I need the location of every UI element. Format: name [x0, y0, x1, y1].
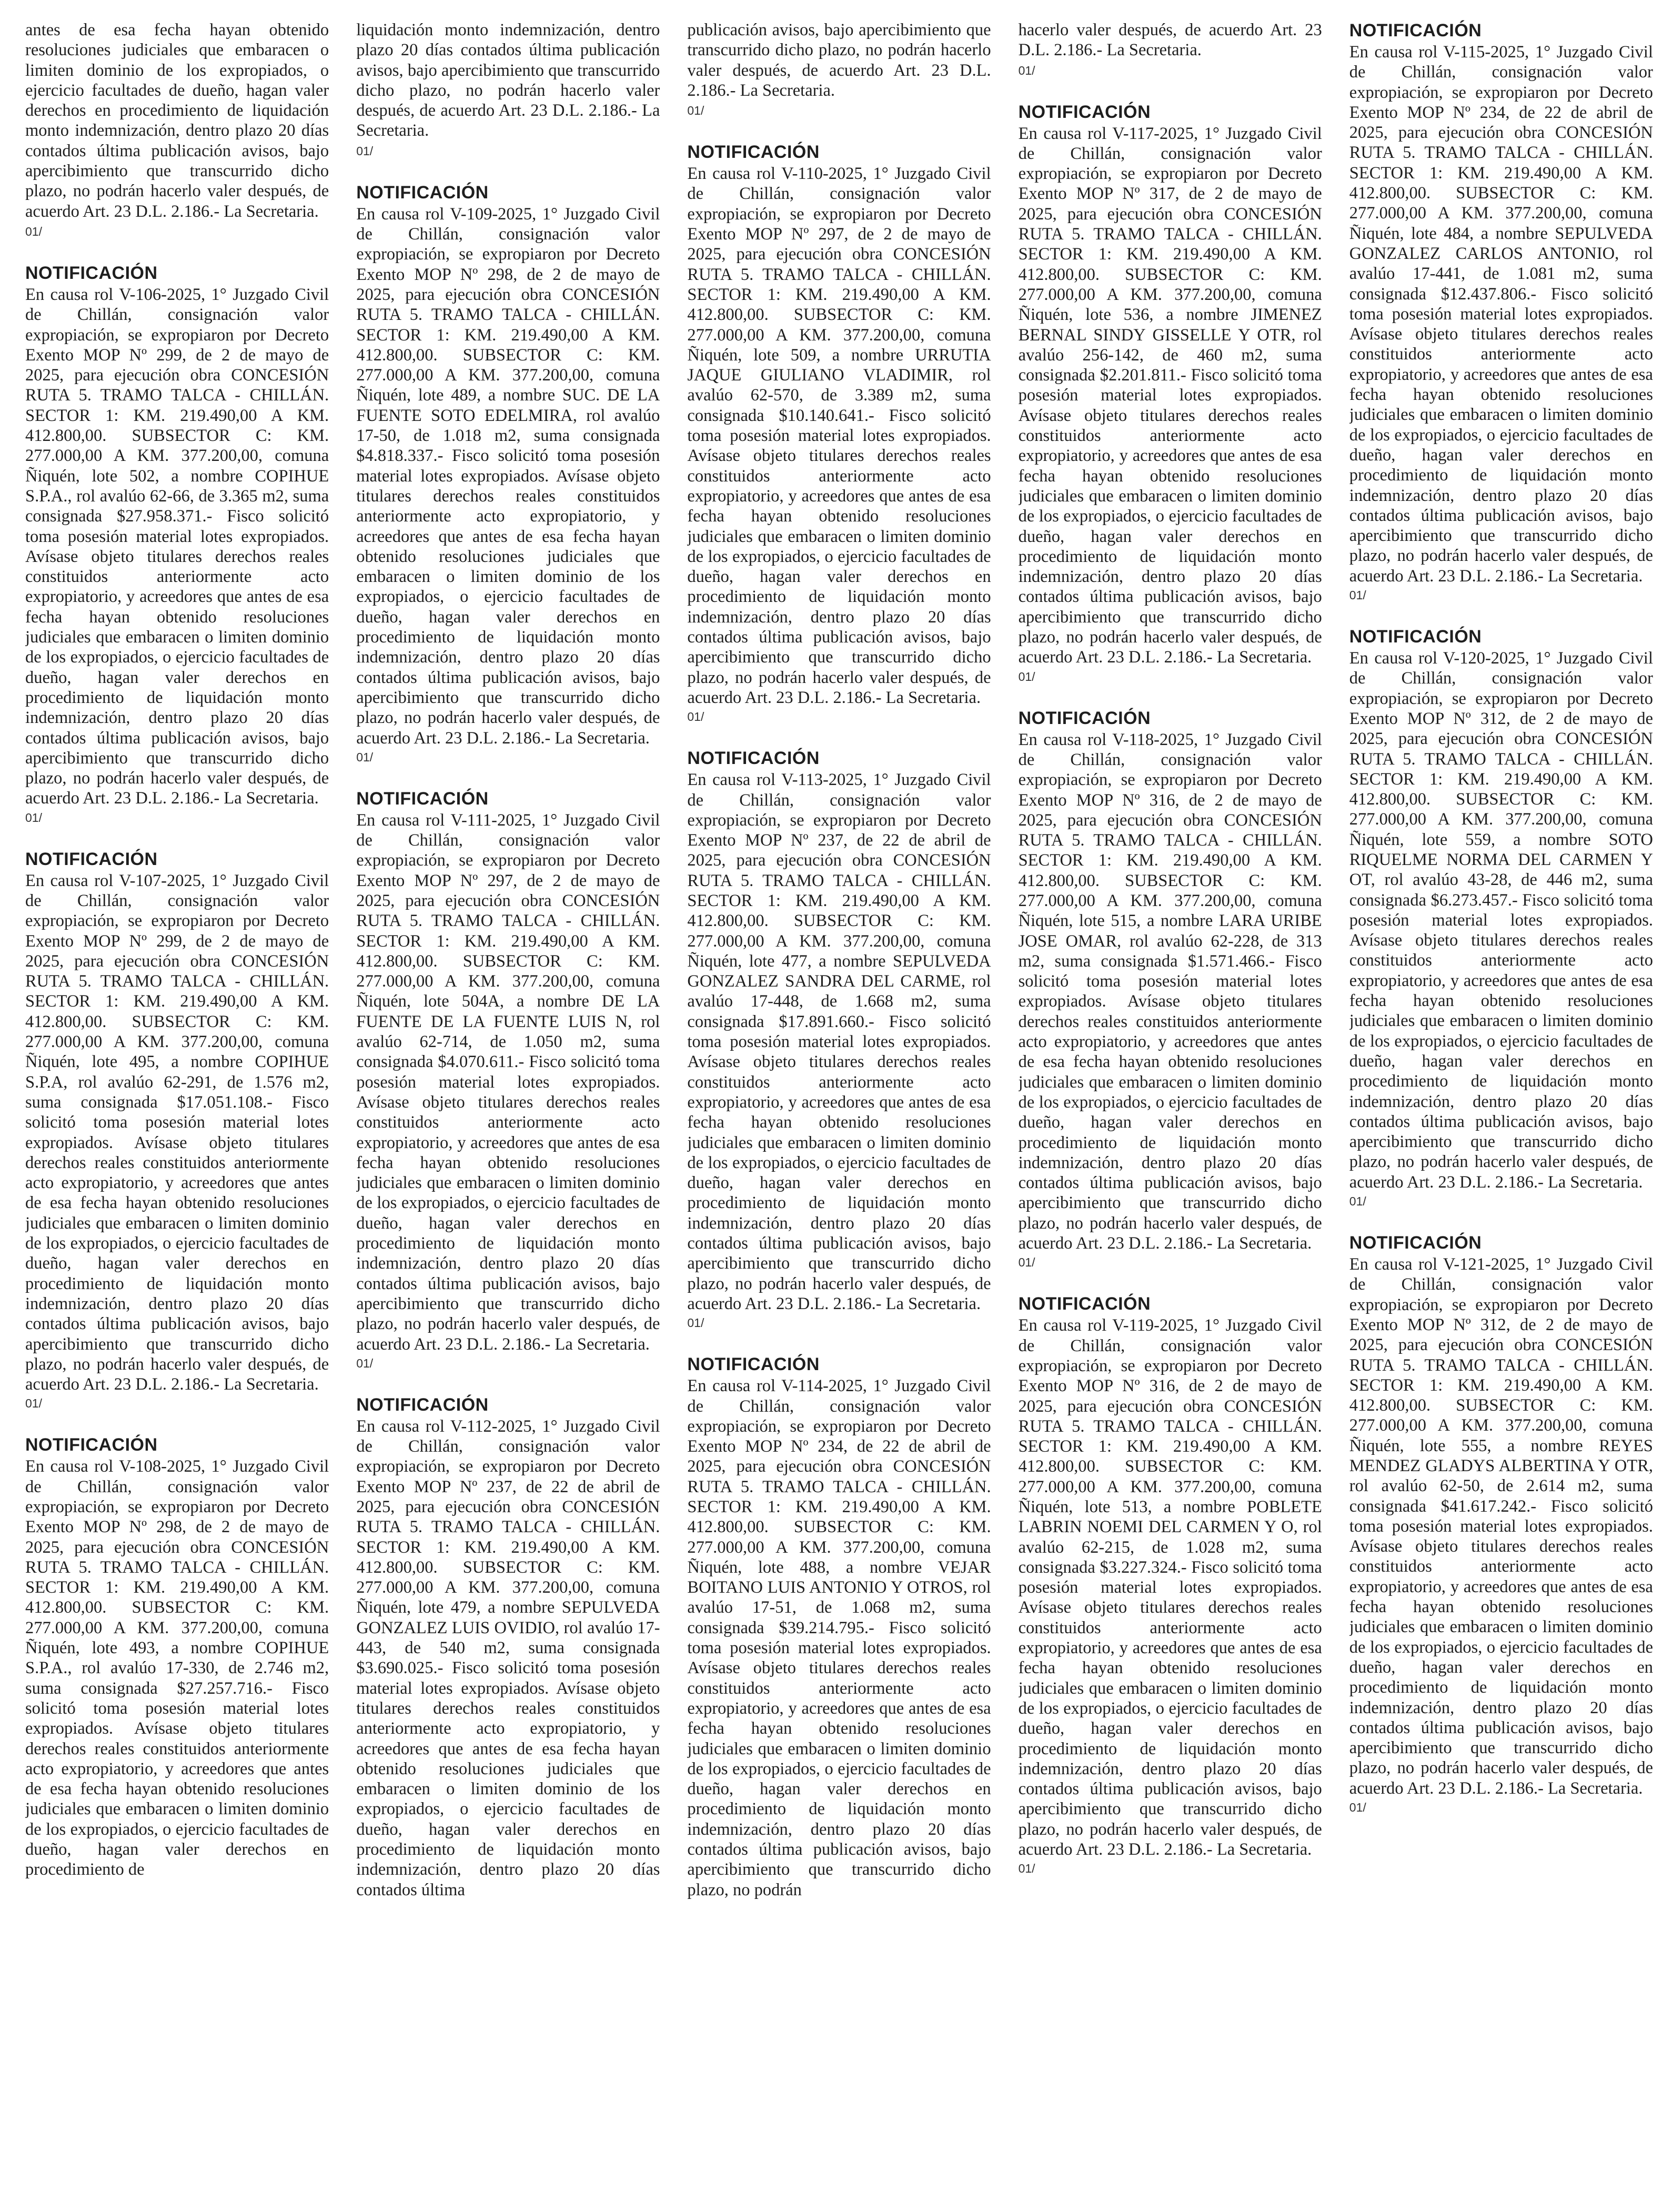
notice-code: 01/	[1349, 588, 1366, 602]
notice-title: NOTIFICACIÓN	[687, 748, 820, 769]
notice-code: 01/	[356, 1356, 374, 1370]
notice-title: NOTIFICACIÓN	[356, 1394, 489, 1415]
notice	[356, 788, 660, 1371]
continued-text: antes de esa fecha hayan obtenido resoluciones judiciales que embaracen o limiten dominio de los expropiados, o ejercicio facultades de dueño, hagan valer derechos en procedimiento de liquidación monto indemnización, dentro plazo 20 días contados última publicación avisos, bajo apercibimiento que transcurrido dicho plazo, no podrán hacerlo valer después, de acuerdo Art. 23 D.L. 2.186.- La Secretaria.	[25, 21, 329, 221]
notice-body: En causa rol V-117-2025, 1° Juzgado Civil de Chillán, consignación valor expropiación, se expropiaron por Decreto Exento MOP Nº 317, de 2 de mayo de 2025, para ejecución obra CONCESIÓN RUTA 5. TRAMO TALCA - CHILLÁN. SECTOR 1: KM. 219.490,00 A KM. 412.800,00. SUBSECTOR C: KM. 277.000,00 A KM. 377.200,00, comuna Ñiquén, lote 536, a nombre JIMENEZ BERNAL SINDY GISSELLE Y OTR, rol avalúo 256-142, de 460 m2, suma consignada $2.201.811.- Fisco solicitó toma posesión material lotes expropiados. Avísase objeto titulares derechos reales constituidos anteriormente acto expropiatorio, y acreedores que antes de esa fecha hayan obtenido resoluciones judiciales que embaracen o limiten dominio de los expropiados, o ejercicio facultades de dueño, hagan valer derechos en procedimiento de liquidación monto indemnización, dentro plazo 20 días contados última publicación avisos, bajo apercibimiento que transcurrido dicho plazo, no podrán hacerlo valer después, de acuerdo Art. 23 D.L. 2.186.- La Secretaria.	[1018, 124, 1322, 667]
notice	[25, 849, 329, 1412]
notice-body: En causa rol V-118-2025, 1° Juzgado Civil de Chillán, consignación valor expropiación, se expropiaron por Decreto Exento MOP Nº 316, de 2 de mayo de 2025, para ejecución obra CONCESIÓN RUTA 5. TRAMO TALCA - CHILLÁN. SECTOR 1: KM. 219.490,00 A KM. 412.800,00. SUBSECTOR C: KM. 277.000,00 A KM. 377.200,00, comuna Ñiquén, lote 515, a nombre LARA URIBE JOSE OMAR, rol avalúo 62-228, de 313 m2, suma consignada $1.571.466.- Fisco solicitó toma posesión material lotes expropiados. Avísase objeto titulares derechos reales constituidos anteriormente acto expropiatorio, y acreedores que antes de esa fecha hayan obtenido resoluciones judiciales que embaracen o limiten dominio de los expropiados, o ejercicio facultades de dueño, hagan valer derechos en procedimiento de liquidación monto indemnización, dentro plazo 20 días contados última publicación avisos, bajo apercibimiento que transcurrido dicho plazo, no podrán hacerlo valer después, de acuerdo Art. 23 D.L. 2.186.- La Secretaria.	[1018, 730, 1322, 1253]
notice-code: 01/	[1018, 1862, 1035, 1876]
notice-code: 01/	[356, 144, 374, 158]
continued-text: publicación avisos, bajo apercibimiento que transcurrido dicho plazo, no podrán hacerlo valer después, de acuerdo Art. 23 D.L. 2.186.- La Secretaria.	[687, 21, 991, 100]
notice-title: NOTIFICACIÓN	[1018, 708, 1151, 728]
notice-code: 01/	[25, 810, 42, 825]
notice	[687, 1354, 991, 1900]
notice-code: 01/	[1349, 1194, 1366, 1209]
notice-body: En causa rol V-121-2025, 1° Juzgado Civil de Chillán, consignación valor expropiación, se expropiaron por Decreto Exento MOP Nº 312, de 2 de mayo de 2025, para ejecución obra CONCESIÓN RUTA 5. TRAMO TALCA - CHILLÁN. SECTOR 1: KM. 219.490,00 A KM. 412.800,00. SUBSECTOR C: KM. 277.000,00 A KM. 377.200,00, comuna Ñiquén, lote 555, a nombre REYES MENDEZ GLADYS ALBERTINA Y OTR, rol avalúo 62-50, de 2.614 m2, suma consignada $41.617.242.- Fisco solicitó toma posesión material lotes expropiados. Avísase objeto titulares derechos reales constituidos anteriormente acto expropiatorio, y acreedores que antes de esa fecha hayan obtenido resoluciones judiciales que embaracen o limiten dominio de los expropiados, o ejercicio facultades de dueño, hagan valer derechos en procedimiento de liquidación monto indemnización, dentro plazo 20 días contados última publicación avisos, bajo apercibimiento que transcurrido dicho plazo, no podrán hacerlo valer después, de acuerdo Art. 23 D.L. 2.186.- La Secretaria.	[1349, 1255, 1653, 1798]
column-1	[25, 20, 329, 2212]
notice-code: 01/	[1018, 669, 1035, 683]
notice-body: En causa rol V-119-2025, 1° Juzgado Civil de Chillán, consignación valor expropiación, se expropiaron por Decreto Exento MOP Nº 316, de 2 de mayo de 2025, para ejecución obra CONCESIÓN RUTA 5. TRAMO TALCA - CHILLÁN. SECTOR 1: KM. 219.490,00 A KM. 412.800,00. SUBSECTOR C: KM. 277.000,00 A KM. 377.200,00, comuna Ñiquén, lote 513, a nombre POBLETE LABRIN NOEMI DEL CARMEN Y O, rol avalúo 62-215, de 1.028 m2, suma consignada $3.227.324.- Fisco solicitó toma posesión material lotes expropiados. Avísase objeto titulares derechos reales constituidos anteriormente acto expropiatorio, y acreedores que antes de esa fecha hayan obtenido resoluciones judiciales que embaracen o limiten dominio de los expropiados, o ejercicio facultades de dueño, hagan valer derechos en procedimiento de liquidación monto indemnización, dentro plazo 20 días contados última publicación avisos, bajo apercibimiento que transcurrido dicho plazo, no podrán hacerlo valer después, de acuerdo Art. 23 D.L. 2.186.- La Secretaria.	[1018, 1316, 1322, 1859]
notice-title: NOTIFICACIÓN	[1018, 1294, 1151, 1314]
notice-title: NOTIFICACIÓN	[25, 263, 158, 283]
notice	[25, 1434, 329, 1879]
notice	[356, 1394, 660, 1900]
notice-body: En causa rol V-108-2025, 1° Juzgado Civil de Chillán, consignación valor expropiación, se expropiaron por Decreto Exento MOP Nº 298, de 2 de mayo de 2025, para ejecución obra CONCESIÓN RUTA 5. TRAMO TALCA - CHILLÁN. SECTOR 1: KM. 219.490,00 A KM. 412.800,00. SUBSECTOR C: KM. 277.000,00 A KM. 377.200,00, comuna Ñiquén, lote 493, a nombre COPIHUE S.P.A., rol avalúo 17-330, de 2.746 m2, suma consignada $27.257.716.- Fisco solicitó toma posesión material lotes expropiados. Avísase objeto titulares derechos reales constituidos anteriormente acto expropiatorio, y acreedores que antes de esa fecha hayan obtenido resoluciones judiciales que embaracen o limiten dominio de los expropiados, o ejercicio facultades de dueño, hagan valer derechos en procedimiento de	[25, 1457, 329, 1879]
notice-title: NOTIFICACIÓN	[687, 142, 820, 163]
notice-code: 01/	[687, 710, 704, 724]
notice-title: NOTIFICACIÓN	[25, 1435, 158, 1455]
column-4	[1019, 20, 1322, 2212]
notice-code: 01/	[1349, 1801, 1366, 1815]
notice-title: NOTIFICACIÓN	[1018, 102, 1151, 122]
notice	[687, 748, 991, 1331]
notice-body: En causa rol V-114-2025, 1° Juzgado Civil de Chillán, consignación valor expropiación, se expropiaron por Decreto Exento MOP Nº 234, de 22 de abril de 2025, para ejecución obra CONCESIÓN RUTA 5. TRAMO TALCA - CHILLÁN. SECTOR 1: KM. 219.490,00 A KM. 412.800,00. SUBSECTOR C: KM. 277.000,00 A KM. 377.200,00, comuna Ñiquén, lote 488, a nombre VEJAR BOITANO LUIS ANTONIO Y OTROS, rol avalúo 17-51, de 1.068 m2, suma consignada $39.214.795.- Fisco solicitó toma posesión material lotes expropiados. Avísase objeto titulares derechos reales constituidos anteriormente acto expropiatorio, y acreedores que antes de esa fecha hayan obtenido resoluciones judiciales que embaracen o limiten dominio de los expropiados, o ejercicio facultades de dueño, hagan valer derechos en procedimiento de liquidación monto indemnización, dentro plazo 20 días contados última publicación avisos, bajo apercibimiento que transcurrido dicho plazo, no podrán	[687, 1376, 991, 1899]
column-2	[356, 20, 660, 2212]
notice-body: En causa rol V-110-2025, 1° Juzgado Civil de Chillán, consignación valor expropiación, se expropiaron por Decreto Exento MOP Nº 297, de 2 de mayo de 2025, para ejecución obra CONCESIÓN RUTA 5. TRAMO TALCA - CHILLÁN. SECTOR 1: KM. 219.490,00 A KM. 412.800,00. SUBSECTOR C: KM. 277.000,00 A KM. 377.200,00, comuna Ñiquén, lote 509, a nombre URRUTIA JAQUE GIULIANO VLADIMIR, rol avalúo 62-570, de 3.389 m2, suma consignada $10.140.641.- Fisco solicitó toma posesión material lotes expropiados. Avísase objeto titulares derechos reales constituidos anteriormente acto expropiatorio, y acreedores que antes de esa fecha hayan obtenido resoluciones judiciales que embaracen o limiten dominio de los expropiados, o ejercicio facultades de dueño, hagan valer derechos en procedimiento de liquidación monto indemnización, dentro plazo 20 días contados última publicación avisos, bajo apercibimiento que transcurrido dicho plazo, no podrán hacerlo valer después, de acuerdo Art. 23 D.L. 2.186.- La Secretaria.	[687, 164, 991, 707]
notice-title: NOTIFICACIÓN	[1349, 627, 1482, 647]
notice-body: En causa rol V-109-2025, 1° Juzgado Civil de Chillán, consignación valor expropiación, se expropiaron por Decreto Exento MOP Nº 298, de 2 de mayo de 2025, para ejecución obra CONCESIÓN RUTA 5. TRAMO TALCA - CHILLÁN. SECTOR 1: KM. 219.490,00 A KM. 412.800,00. SUBSECTOR C: KM. 277.000,00 A KM. 377.200,00, comuna Ñiquén, lote 489, a nombre SUC. DE LA FUENTE SOTO EDELMIRA, rol avalúo 17-50, de 1.018 m2, suma consignada $4.818.337.- Fisco solicitó toma posesión material lotes expropiados. Avísase objeto titulares derechos reales constituidos anteriormente acto expropiatorio, y acreedores que antes de esa fecha hayan obtenido resoluciones judiciales que embaracen o limiten dominio de los expropiados, o ejercicio facultades de dueño, hagan valer derechos en procedimiento de liquidación monto indemnización, dentro plazo 20 días contados última publicación avisos, bajo apercibimiento que transcurrido dicho plazo, no podrán hacerlo valer después, de acuerdo Art. 23 D.L. 2.186.- La Secretaria.	[356, 204, 660, 748]
notice-title: NOTIFICACIÓN	[687, 1354, 820, 1375]
notice-title: NOTIFICACIÓN	[356, 788, 489, 809]
notice-title: NOTIFICACIÓN	[356, 182, 489, 203]
notice-code: 01/	[1018, 63, 1035, 77]
column-5	[1349, 20, 1653, 2212]
notice-body: En causa rol V-115-2025, 1° Juzgado Civil de Chillán, consignación valor expropiación, se expropiaron por Decreto Exento MOP Nº 234, de 22 de abril de 2025, para ejecución obra CONCESIÓN RUTA 5. TRAMO TALCA - CHILLÁN. SECTOR 1: KM. 219.490,00 A KM. 412.800,00. SUBSECTOR C: KM. 277.000,00 A KM. 377.200,00, comuna Ñiquén, lote 484, a nombre SEPULVEDA GONZALEZ CARLOS ANTONIO, rol avalúo 17-441, de 1.081 m2, suma consignada $12.437.806.- Fisco solicitó toma posesión material lotes expropiados. Avísase objeto titulares derechos reales constituidos anteriormente acto expropiatorio, y acreedores que antes de esa fecha hayan obtenido resoluciones judiciales que embaracen o limiten dominio de los expropiados, o ejercicio facultades de dueño, hagan valer derechos en procedimiento de liquidación monto indemnización, dentro plazo 20 días contados última publicación avisos, bajo apercibimiento que transcurrido dicho plazo, no podrán hacerlo valer después, de acuerdo Art. 23 D.L. 2.186.- La Secretaria.	[1349, 43, 1653, 586]
notice-body: En causa rol V-106-2025, 1° Juzgado Civil de Chillán, consignación valor expropiación, se expropiaron por Decreto Exento MOP Nº 299, de 2 de mayo de 2025, para ejecución obra CONCESIÓN RUTA 5. TRAMO TALCA - CHILLÁN. SECTOR 1: KM. 219.490,00 A KM. 412.800,00. SUBSECTOR C: KM. 277.000,00 A KM. 377.200,00, comuna Ñiquén, lote 502, a nombre COPIHUE S.P.A., rol avalúo 62-66, de 3.365 m2, suma consignada $27.958.371.- Fisco solicitó toma posesión material lotes expropiados. Avísase objeto titulares derechos reales constituidos anteriormente acto expropiatorio, y acreedores que antes de esa fecha hayan obtenido resoluciones judiciales que embaracen o limiten dominio de los expropiados, o ejercicio facultades de dueño, hagan valer derechos en procedimiento de liquidación monto indemnización, dentro plazo 20 días contados última publicación avisos, bajo apercibimiento que transcurrido dicho plazo, no podrán hacerlo valer después, de acuerdo Art. 23 D.L. 2.186.- La Secretaria.	[25, 285, 329, 808]
notice-code: 01/	[687, 104, 704, 118]
continued-text: hacerlo valer después, de acuerdo Art. 23 D.L. 2.186.- La Secretaria.	[1018, 21, 1322, 60]
notice	[1349, 1232, 1653, 1815]
notice	[25, 263, 329, 826]
notice-body: En causa rol V-107-2025, 1° Juzgado Civil de Chillán, consignación valor expropiación, se expropiaron por Decreto Exento MOP Nº 299, de 2 de mayo de 2025, para ejecución obra CONCESIÓN RUTA 5. TRAMO TALCA - CHILLÁN. SECTOR 1: KM. 219.490,00 A KM. 412.800,00. SUBSECTOR C: KM. 277.000,00 A KM. 377.200,00, comuna Ñiquén, lote 495, a nombre COPIHUE S.P.A, rol avalúo 62-291, de 1.576 m2, suma consignada $17.051.108.- Fisco solicitó toma posesión material lotes expropiados. Avísase objeto titulares derechos reales constituidos anteriormente acto expropiatorio, y acreedores que antes de esa fecha hayan obtenido resoluciones judiciales que embaracen o limiten dominio de los expropiados, o ejercicio facultades de dueño, hagan valer derechos en procedimiento de liquidación monto indemnización, dentro plazo 20 días contados última publicación avisos, bajo apercibimiento que transcurrido dicho plazo, no podrán hacerlo valer después, de acuerdo Art. 23 D.L. 2.186.- La Secretaria.	[25, 871, 329, 1394]
column-3	[687, 20, 991, 2212]
notice	[1019, 1293, 1322, 1876]
notice-code: 01/	[356, 750, 374, 764]
notice-body: En causa rol V-120-2025, 1° Juzgado Civil de Chillán, consignación valor expropiación, se expropiaron por Decreto Exento MOP Nº 312, de 2 de mayo de 2025, para ejecución obra CONCESIÓN RUTA 5. TRAMO TALCA - CHILLÁN. SECTOR 1: KM. 219.490,00 A KM. 412.800,00. SUBSECTOR C: KM. 277.000,00 A KM. 377.200,00, comuna Ñiquén, lote 559, a nombre SOTO RIQUELME NORMA DEL CARMEN Y OT, rol avalúo 43-28, de 446 m2, suma consignada $6.273.457.- Fisco solicitó toma posesión material lotes expropiados. Avísase objeto titulares derechos reales constituidos anteriormente acto expropiatorio, y acreedores que antes de esa fecha hayan obtenido resoluciones judiciales que embaracen o limiten dominio de los expropiados, o ejercicio facultades de dueño, hagan valer derechos en procedimiento de liquidación monto indemnización, dentro plazo 20 días contados última publicación avisos, bajo apercibimiento que transcurrido dicho plazo, no podrán hacerlo valer después, de acuerdo Art. 23 D.L. 2.186.- La Secretaria.	[1349, 649, 1653, 1192]
notice-body: En causa rol V-113-2025, 1° Juzgado Civil de Chillán, consignación valor expropiación, se expropiaron por Decreto Exento MOP Nº 237, de 22 de abril de 2025, para ejecución obra CONCESIÓN RUTA 5. TRAMO TALCA - CHILLÁN. SECTOR 1: KM. 219.490,00 A KM. 412.800,00. SUBSECTOR C: KM. 277.000,00 A KM. 377.200,00, comuna Ñiquén, lote 477, a nombre SEPULVEDA GONZALEZ SANDRA DEL CARME, rol avalúo 17-448, de 1.668 m2, suma consignada $17.891.660.- Fisco solicitó toma posesión material lotes expropiados. Avísase objeto titulares derechos reales constituidos anteriormente acto expropiatorio, y acreedores que antes de esa fecha hayan obtenido resoluciones judiciales que embaracen o limiten dominio de los expropiados, o ejercicio facultades de dueño, hagan valer derechos en procedimiento de liquidación monto indemnización, dentro plazo 20 días contados última publicación avisos, bajo apercibimiento que transcurrido dicho plazo, no podrán hacerlo valer después, de acuerdo Art. 23 D.L. 2.186.- La Secretaria.	[687, 770, 991, 1313]
notice	[1019, 102, 1322, 685]
notice-code: 01/	[1018, 1255, 1035, 1270]
continued-text: liquidación monto indemnización, dentro plazo 20 días contados última publicación avisos, bajo apercibimiento que transcurrido dicho plazo, no podrán hacerlo valer después, de acuerdo Art. 23 D.L. 2.186.- La Secretaria.	[356, 21, 660, 140]
notice-code: 01/	[687, 1316, 704, 1330]
notice-title: NOTIFICACIÓN	[1349, 21, 1482, 41]
notice	[356, 182, 660, 765]
notice	[1019, 708, 1322, 1271]
notice-title: NOTIFICACIÓN	[25, 849, 158, 869]
notice-code: 01/	[25, 1396, 42, 1411]
notice-code: 01/	[25, 224, 42, 238]
notice	[1349, 626, 1653, 1209]
notice-title: NOTIFICACIÓN	[1349, 1233, 1482, 1253]
notice	[687, 142, 991, 725]
notice-body: En causa rol V-112-2025, 1° Juzgado Civil de Chillán, consignación valor expropiación, se expropiaron por Decreto Exento MOP Nº 237, de 22 de abril de 2025, para ejecución obra CONCESIÓN RUTA 5. TRAMO TALCA - CHILLÁN. SECTOR 1: KM. 219.490,00 A KM. 412.800,00. SUBSECTOR C: KM. 277.000,00 A KM. 377.200,00, comuna Ñiquén, lote 479, a nombre SEPULVEDA GONZALEZ LUIS OVIDIO, rol avalúo 17-443, de 540 m2, suma consignada $3.690.025.- Fisco solicitó toma posesión material lotes expropiados. Avísase objeto titulares derechos reales constituidos anteriormente acto expropiatorio, y acreedores que antes de esa fecha hayan obtenido resoluciones judiciales que embaracen o limiten dominio de los expropiados, o ejercicio facultades de dueño, hagan valer derechos en procedimiento de liquidación monto indemnización, dentro plazo 20 días contados última	[356, 1416, 660, 1899]
notice-body: En causa rol V-111-2025, 1° Juzgado Civil de Chillán, consignación valor expropiación, se expropiaron por Decreto Exento MOP Nº 297, de 2 de mayo de 2025, para ejecución obra CONCESIÓN RUTA 5. TRAMO TALCA - CHILLÁN. SECTOR 1: KM. 219.490,00 A KM. 412.800,00. SUBSECTOR C: KM. 277.000,00 A KM. 377.200,00, comuna Ñiquén, lote 504A, a nombre DE LA FUENTE DE LA FUENTE LUIS N, rol avalúo 62-714, de 1.050 m2, suma consignada $4.070.611.- Fisco solicitó toma posesión material lotes expropiados. Avísase objeto titulares derechos reales constituidos anteriormente acto expropiatorio, y acreedores que antes de esa fecha hayan obtenido resoluciones judiciales que embaracen o limiten dominio de los expropiados, o ejercicio facultades de dueño, hagan valer derechos en procedimiento de liquidación monto indemnización, dentro plazo 20 días contados última publicación avisos, bajo apercibimiento que transcurrido dicho plazo, no podrán hacerlo valer después, de acuerdo Art. 23 D.L. 2.186.- La Secretaria.	[356, 810, 660, 1354]
notice	[1349, 20, 1653, 603]
